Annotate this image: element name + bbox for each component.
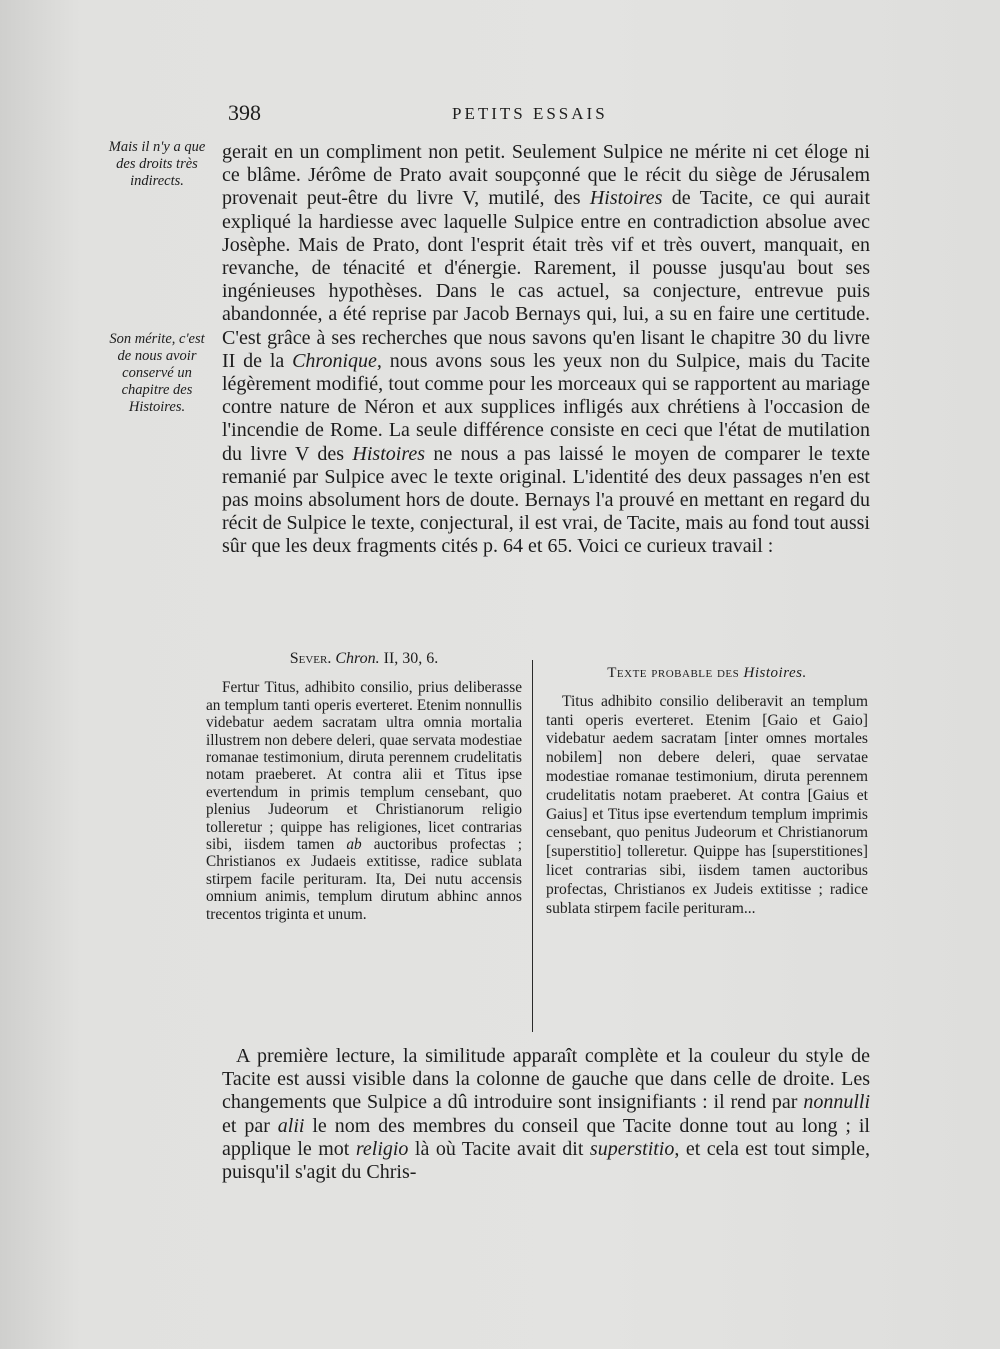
margin-note-2: Son mérite, c'est de nous avoir conservé un chapitre des Histoires.: [109, 331, 205, 415]
main-paragraph-2: A première lecture, la similitude apparaît complète et la couleur du style de Tacite est aussi visible dans la colonne de gauche que dans celle de droite. Les changements que Sulpice a dû introduire sont insignifiants : il rend par nonnulli et par alii le nom des membres du conseil que Tacite donne tout au long ; il applique le mot religio là où Tacite avait dit superstitio, et cela est tout simple, puisqu'il s'agit du Chris-: [222, 1045, 871, 1184]
right-column-text: Titus adhibito consilio deliberavit an templum tanti operis everteret. Etenim [Gaio et Gaio] videbatur aedem sacratam [inter omnes mortales nobilem] non debere deleri, quae servatae modestiae romanae testimonium, diruta perennem crudelitatis notam praeberet. At contra [Gaius et Gaius] et Titus ipse evertendum templum imprimis censebant, quo penitus Judeorum et Christianorum [superstitio] tolleretur. Quippe has [superstitiones] licet contrarias sibi, iisdem tamen auctoribus profectas, Christianos ex Judeis extitisse ; radice sublata stirpem facile perituram...: [546, 692, 868, 917]
right-column-title: Texte probable des Histoires.: [607, 665, 807, 681]
left-column-text: Fertur Titus, adhibito consilio, prius deliberasse an templum tanti operis everteret. Etenim nonnullis videbatur aedem sacratam ultra omnia mortalia illustrem non debere deleri, quae servata modestiae romanae testimonium, diruta perennem crudelitatis notam praeberet. At contra alii et Titus ipse evertendum in primis templum censebant, quo plenius Judeorum et Christianorum religio tolleretur ; quippe has religiones, licet contrarias sibi, iisdem tamen ab auctoribus profectas ; Christianos ex Judaeis extitisse, radice sublata stirpem facile perituram. Ita, Dei nutu accensis omnium animis, templum dirutum abhinc annos trecentos triginta et unum.: [206, 679, 522, 923]
left-column-title: Sever. Chron. II, 30, 6.: [289, 650, 439, 667]
page-number: 398: [228, 100, 261, 125]
column-divider: [532, 660, 533, 1032]
main-paragraph-1: gerait en un compliment non petit. Seulement Sulpice ne mérite ni cet éloge ni ce blâme. Jérôme de Prato avait soupçonné que le récit du siège de Jérusalem provenait peut-être du livre V, mutilé, des Histoires de Tacite, ce qui aurait expliqué la hardiesse avec laquelle Sulpice entre en contradiction absolue avec Josèphe. Mais de Prato, dont l'esprit était très vif et très ouvert, manquait, en revanche, de ténacité et d'énergie. Rarement, il pousse jusqu'au bout ses ingénieuses hypothèses. Dans le cas actuel, sa conjecture, entrevue puis abandonnée, a été reprise par Jacob Bernays qui, lui, a su en faire une certitude. C'est grâce à ses recherches que nous savons qu'en lisant le chapitre 30 du livre II de la Chronique, nous avons sous les yeux non du Sulpice, mais du Tacite légèrement modifié, tout comme pour les morceaux qui se rapportent au mariage contre nature de Néron et aux supplices infligés aux chrétiens à l'occasion de l'incendie de Rome. La seule différence consiste en ceci que l'état de mutilation du livre V des Histoires ne nous a pas laissé le moyen de comparer le texte remanié par Sulpice avec le texte original. L'identité des deux passages n'en est pas moins absolument hors de doute. Bernays l'a prouvé en mettant en regard du récit de Sulpice le texte, conjectural, il est vrai, de Tacite, mais au fond tout aussi sûr que les deux fragments cités p. 64 et 65. Voici ce curieux travail :: [222, 141, 871, 558]
page-header: [0, 100, 1000, 130]
running-title: PETITS ESSAIS: [452, 104, 608, 123]
left-column-sulpice: [206, 650, 522, 923]
right-column-tacitus: [546, 664, 868, 918]
margin-note-1: Mais il n'y a que des droits très indirects.: [108, 139, 206, 189]
